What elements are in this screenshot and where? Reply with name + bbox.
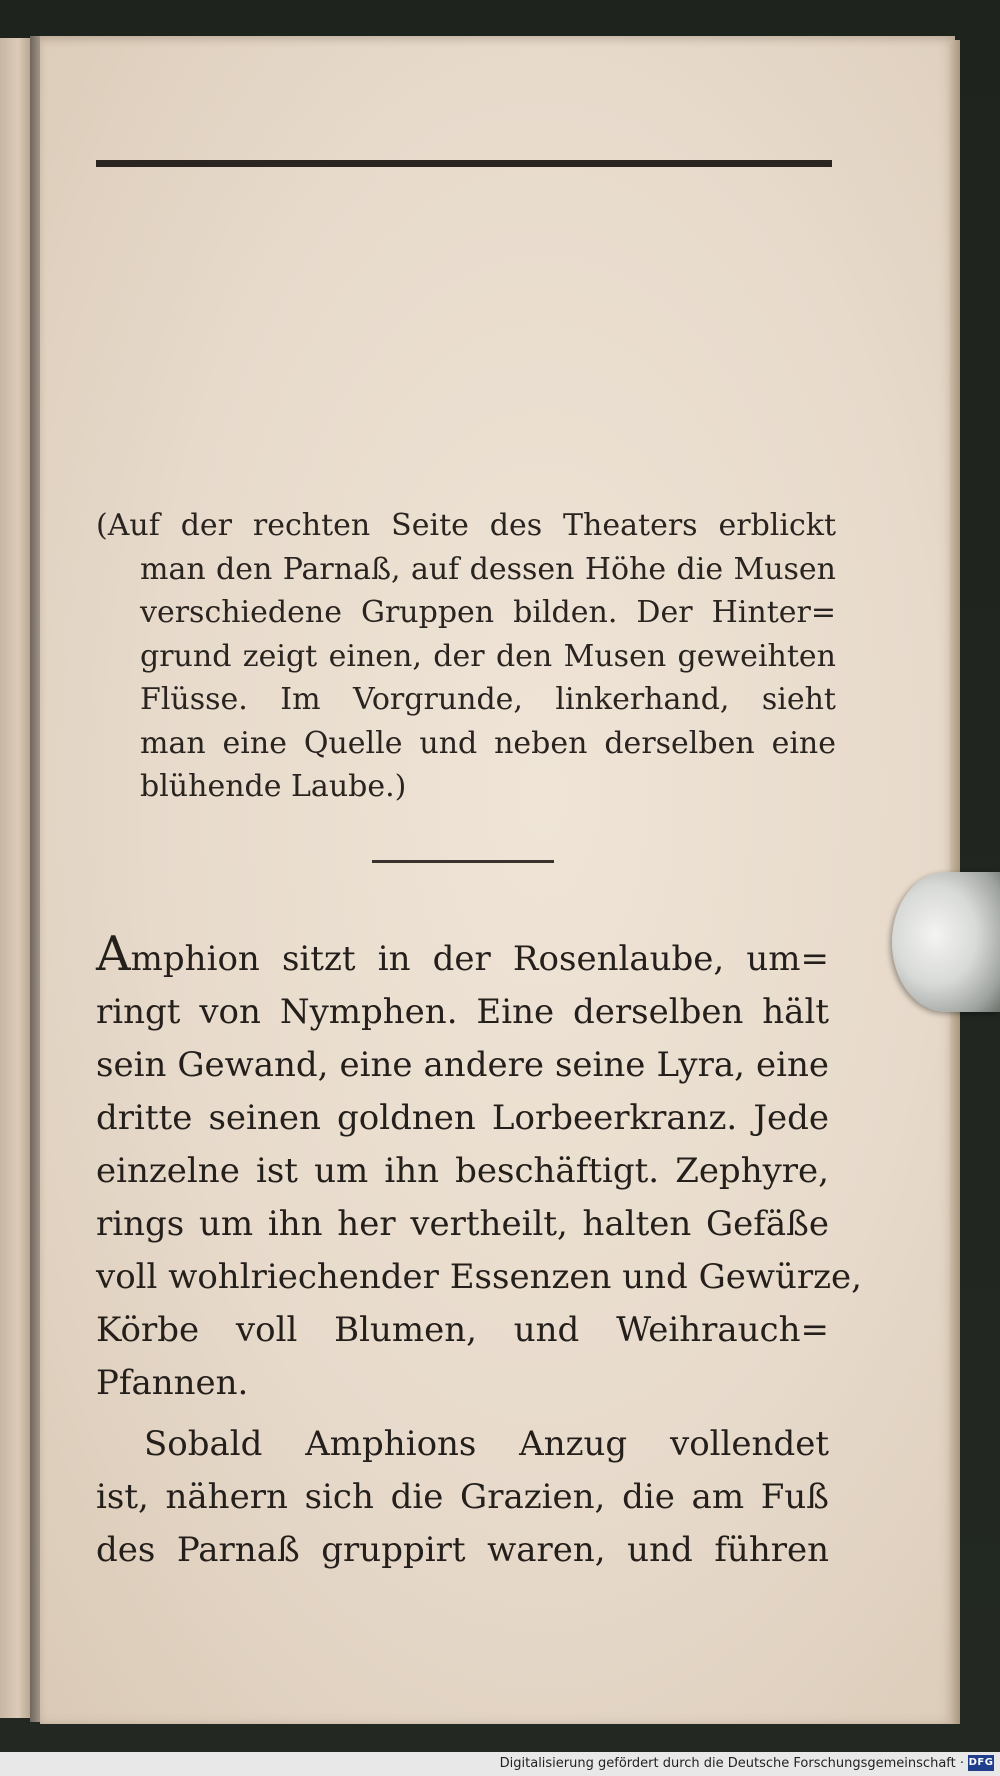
page-clip bbox=[892, 872, 1000, 1012]
paragraph-line: des Parnaß gruppirt waren, und führen bbox=[96, 1530, 829, 1570]
paragraph-line: ist, nähern sich die Grazien, die am Fuß bbox=[96, 1477, 829, 1517]
paragraph-line: einzelne ist um ihn beschäftigt. Zephyre, bbox=[96, 1151, 829, 1191]
paragraph-line: Sobald Amphions Anzug vollendet bbox=[144, 1424, 829, 1464]
digitization-credit: Digitalisierung gefördert durch die Deutsche Forschungsgemeinschaft · bbox=[499, 1756, 964, 1771]
section-divider bbox=[372, 860, 554, 863]
stage-direction-line: grund zeigt einen, der den Musen geweihten bbox=[140, 638, 836, 674]
paragraph-line: ringt von Nymphen. Eine derselben hält bbox=[96, 992, 829, 1032]
stage-direction-line: man den Parnaß, auf dessen Höhe die Musen bbox=[140, 551, 836, 587]
stage-direction-line: verschiedene Gruppen bilden. Der Hinter= bbox=[140, 595, 836, 630]
header-rule bbox=[96, 160, 832, 167]
paragraph-line: dritte seinen goldnen Lorbeerkranz. Jede bbox=[96, 1098, 829, 1138]
facing-page-edge bbox=[0, 38, 30, 1718]
paragraph-line: sein Gewand, eine andere seine Lyra, eine bbox=[96, 1045, 829, 1085]
stage-direction bbox=[96, 504, 836, 809]
stage-direction-line: (Auf der rechten Seite des Theaters erblickt bbox=[96, 508, 836, 543]
paragraph-line: Körbe voll Blumen, und Weihrauch= bbox=[96, 1310, 829, 1350]
dfg-logo-icon: DFG bbox=[968, 1755, 994, 1771]
paragraph-line: rings um ihn her vertheilt, halten Gefäße bbox=[96, 1204, 829, 1244]
first-line-text: mphion sitzt in der Rosenlaube, um= bbox=[130, 939, 829, 979]
paragraph-2 bbox=[96, 1418, 829, 1577]
initial-letter: A bbox=[96, 926, 131, 982]
stage-direction-line: man eine Quelle und neben derselben eine bbox=[140, 725, 836, 761]
stage-direction-line: blühende Laube.) bbox=[140, 769, 407, 804]
paragraph-line: Pfannen. bbox=[96, 1363, 249, 1403]
paragraph-line: voll wohlriechender Essenzen und Gewürze, bbox=[96, 1257, 862, 1297]
paragraph-first-line bbox=[96, 926, 829, 986]
stage-direction-line: Flüsse. Im Vorgrunde, linkerhand, sieht bbox=[140, 682, 836, 717]
paragraph-1 bbox=[96, 926, 862, 1410]
